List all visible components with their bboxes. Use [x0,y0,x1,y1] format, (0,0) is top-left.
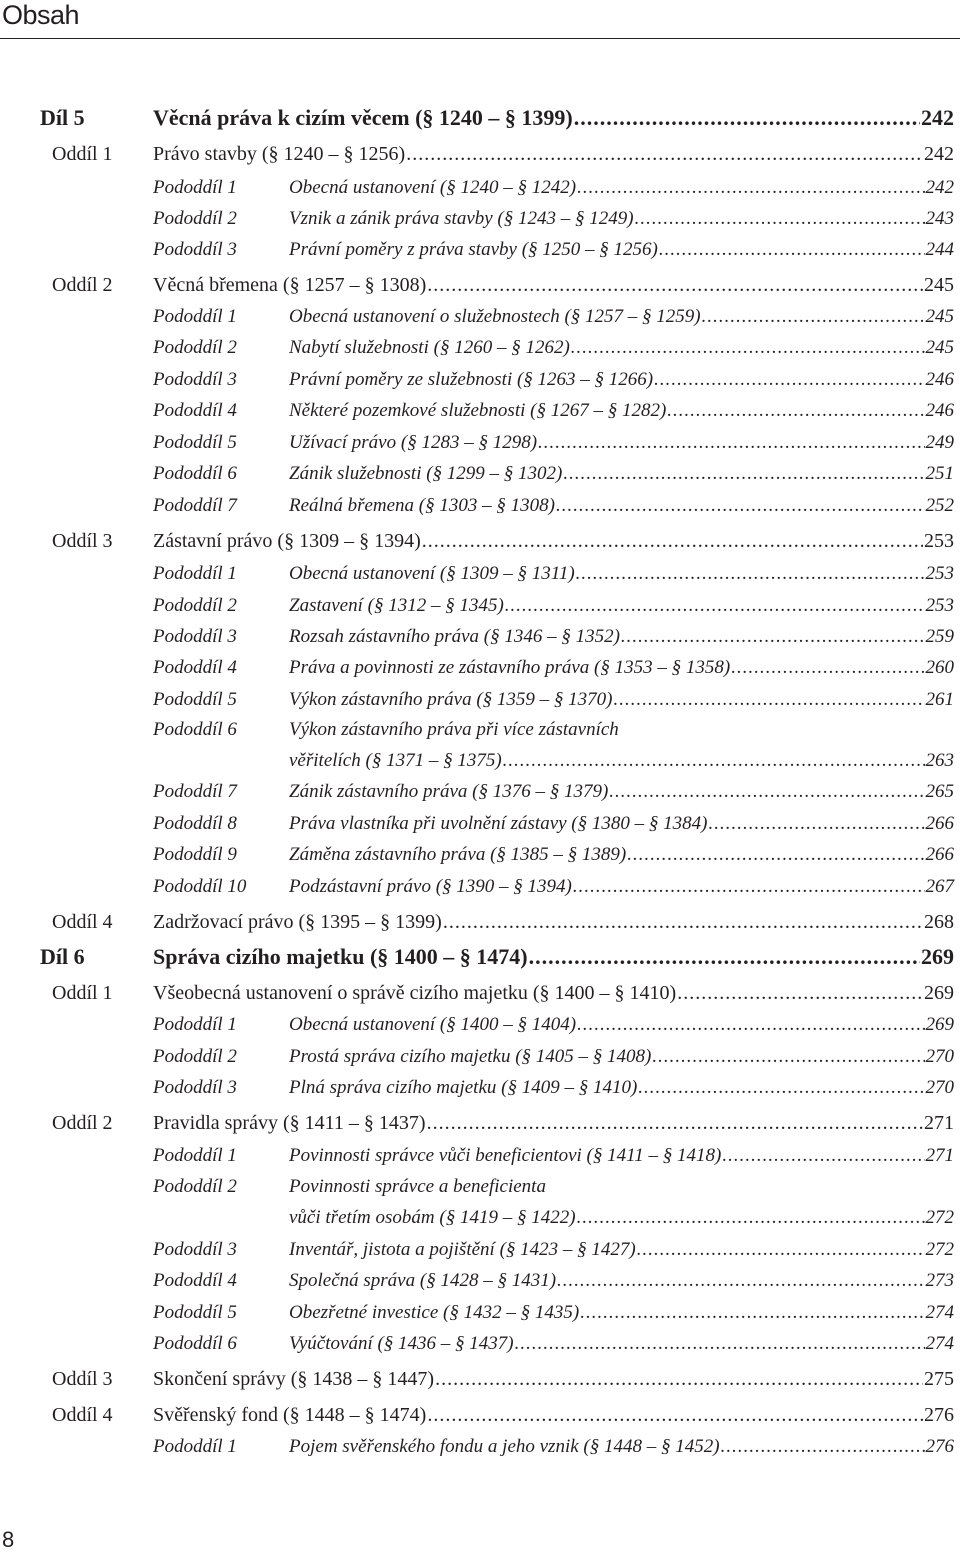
toc-entry-label: Pododdíl 2 [153,1176,237,1197]
dot-leader [443,907,923,938]
toc-entry-pod[interactable] [0,1009,960,1040]
toc-entry-pod[interactable] [0,364,960,395]
toc-entry-title: Reálná břemena (§ 1303 – § 1308) [289,495,555,516]
toc-entry-label: Pododdíl 4 [153,657,237,678]
toc-entry-pod[interactable] [0,1140,960,1171]
toc-entry-page: 271 [924,1112,954,1134]
toc-entry-title: Nabytí služebnosti (§ 1260 – § 1262) [289,337,570,358]
toc-entry-odd[interactable] [0,907,960,938]
page-number: 8 [2,1527,15,1552]
toc-entry-title-row [289,1328,954,1359]
toc-entry-title-row [289,684,954,715]
toc-entry-page: 270 [925,1046,954,1067]
toc-entry-title-row [289,172,954,203]
toc-entry-title: Obecná ustanovení (§ 1240 – § 1242) [289,177,577,198]
toc-entry-page: 263 [925,750,954,771]
toc-entry-pod[interactable] [0,234,960,265]
toc-entry-odd[interactable] [0,1364,960,1395]
toc-entry-page: 244 [925,239,954,260]
toc-entry-title: Právo stavby (§ 1240 – § 1256) [153,143,406,165]
toc-entry-label: Pododdíl 5 [153,432,237,453]
dot-leader [571,332,925,363]
toc-entry-page: 246 [925,369,954,390]
dot-leader [422,526,923,557]
dot-leader [652,1041,924,1072]
toc-entry-title-row [289,839,954,870]
toc-entry-title-row [289,1009,954,1040]
toc-entry-title-row [289,301,954,332]
toc-entry-label: Oddíl 1 [52,143,113,165]
toc-entry-title-row [289,621,954,652]
toc-entry-label: Pododdíl 1 [153,1014,237,1035]
toc-entry-page: 275 [924,1368,954,1390]
toc-entry-pod[interactable] [0,332,960,363]
toc-entry-title-row [153,1108,954,1139]
dot-leader [635,203,925,234]
toc-entry-title: Obecná ustanovení (§ 1400 – § 1404) [289,1014,577,1035]
toc-entry-page: 245 [925,306,954,327]
toc-entry-page: 270 [925,1077,954,1098]
toc-entry-title-row [153,526,954,557]
toc-entry-title-row [153,102,954,133]
toc-entry-title-row [289,652,954,683]
toc-entry-label: Oddíl 2 [52,1112,113,1134]
dot-leader [708,808,924,839]
toc-entry-page: 274 [925,1302,954,1323]
toc-entry-page: 276 [925,1436,954,1457]
dot-leader [721,1431,925,1462]
toc-entry-title: Prostá správa cizího majetku (§ 1405 – § 1408) [289,1046,652,1067]
toc-entry-pod[interactable] [0,652,960,683]
toc-entry-label: Pododdíl 3 [153,369,237,390]
dot-leader [406,139,923,170]
toc-entry-pod[interactable] [0,427,960,458]
toc-entry-title: věřitelích (§ 1371 – § 1375) [289,750,502,771]
toc-entry-label: Pododdíl 4 [153,400,237,421]
toc-entry-pod[interactable] [0,1171,960,1233]
toc-entry-odd[interactable] [0,978,960,1009]
toc-entry-title: Zadržovací právo (§ 1395 – § 1399) [153,911,442,933]
toc-entry-title: Plná správa cizího majetku (§ 1409 – § 1410) [289,1077,638,1098]
toc-entry-title-row [289,364,954,395]
toc-entry-page: 253 [925,563,954,584]
toc-entry-title: Vyúčtování (§ 1436 – § 1437) [289,1333,514,1354]
toc-entry-page: 273 [925,1270,954,1291]
toc-entry-title-row [289,871,954,902]
toc-entry-title-row [289,203,954,234]
toc-entry-title-line1: Povinnosti správce a beneficienta [289,1176,546,1197]
toc-entry-page: 242 [924,143,954,165]
toc-entry-title-row [153,139,954,170]
toc-entry-pod[interactable] [0,1265,960,1296]
toc-entry-label: Díl 5 [40,105,85,130]
toc-entry-odd[interactable] [0,526,960,557]
toc-entry-dil[interactable] [0,941,960,972]
toc-entry-title: Užívací právo (§ 1283 – § 1298) [289,432,538,453]
toc-entry-title: Věcná práva k cizím věcem (§ 1240 – § 1399) [153,105,573,130]
toc-entry-title-row [289,558,954,589]
toc-entry-title: Všeobecná ustanovení o správě cizího majetku (§ 1400 – § 1410) [153,982,677,1004]
toc-entry-title: Právní poměry ze služebnosti (§ 1263 – § 1266) [289,369,654,390]
dot-leader [529,941,920,972]
toc-entry-title-row [289,1140,954,1171]
toc-entry-label: Pododdíl 5 [153,689,237,710]
dot-leader [621,621,925,652]
toc-entry-pod[interactable] [0,1072,960,1103]
toc-entry-title: Správa cizího majetku (§ 1400 – § 1474) [153,944,528,969]
dot-leader [576,558,925,589]
toc-entry-pod[interactable] [0,1328,960,1359]
dot-leader [627,839,924,870]
dot-leader [580,1297,924,1328]
toc-entry-pod[interactable] [0,558,960,589]
toc-entry-title: Povinnosti správce vůči beneficientovi (§ 1411 – § 1418) [289,1145,722,1166]
toc-entry-title: Svěřenský fond (§ 1448 – § 1474) [153,1404,427,1426]
toc-entry-label: Oddíl 3 [52,530,113,552]
toc-entry-title-row [289,490,954,521]
toc-entry-title-row [289,1431,954,1462]
toc-entry-page: 249 [925,432,954,453]
dot-leader [503,745,925,776]
dot-leader [577,172,924,203]
toc-entry-label: Oddíl 4 [52,911,113,933]
dot-leader [722,1140,924,1171]
toc-entry-pod[interactable] [0,1041,960,1072]
dot-leader [638,1072,924,1103]
toc-entry-pod[interactable] [0,172,960,203]
toc-entry-label: Pododdíl 1 [153,1145,237,1166]
toc-entry-pod[interactable] [0,1234,960,1265]
toc-entry-title: Zánik služebnosti (§ 1299 – § 1302) [289,463,563,484]
toc-entry-label: Pododdíl 6 [153,463,237,484]
toc-entry-odd[interactable] [0,270,960,301]
dot-leader [667,395,924,426]
toc-entry-odd[interactable] [0,1108,960,1139]
toc-entry-page: 269 [921,944,954,969]
toc-entry-title-row [153,907,954,938]
toc-entry-title-row [153,978,954,1009]
toc-entry-title-row [289,1297,954,1328]
toc-entry-label: Pododdíl 10 [153,876,247,897]
toc-entry-title-row [289,427,954,458]
toc-entry-pod[interactable] [0,621,960,652]
toc-entry-page: 272 [925,1207,954,1228]
toc-entry-title-row [289,395,954,426]
toc-entry-page: 251 [925,463,954,484]
toc-entry-pod[interactable] [0,871,960,902]
toc-entry-pod[interactable] [0,1431,960,1462]
toc-entry-label: Pododdíl 1 [153,1436,237,1457]
toc-entry-label: Díl 6 [40,944,85,969]
toc-entry-title-row [289,332,954,363]
toc-entry-page: 242 [925,177,954,198]
toc-entry-title-row [153,270,954,301]
toc-entry-title-row [289,1234,954,1265]
dot-leader [731,652,924,683]
toc-entry-page: 266 [925,844,954,865]
toc-entry-page: 274 [925,1333,954,1354]
toc-entry-title: Některé pozemkové služebnosti (§ 1267 – § 1282) [289,400,667,421]
toc-entry-page: 265 [925,781,954,802]
toc-entry-page: 253 [925,595,954,616]
toc-entry-label: Pododdíl 3 [153,626,237,647]
toc-entry-pod[interactable] [0,458,960,489]
dot-leader [637,1234,925,1265]
toc-entry-dil[interactable] [0,102,960,133]
dot-leader [435,1364,923,1395]
toc-entry-label: Oddíl 1 [52,982,113,1004]
toc-entry-label: Pododdíl 1 [153,306,237,327]
dot-leader [573,871,925,902]
toc-entry-title: Zánik zástavního práva (§ 1376 – § 1379) [289,781,609,802]
page-title: Obsah [2,0,80,30]
toc-entry-pod[interactable] [0,839,960,870]
toc-entry-pod[interactable] [0,203,960,234]
toc-entry-title-line1: Výkon zástavního práva při více zástavních [289,719,619,740]
toc-entry-title: Záměna zástavního práva (§ 1385 – § 1389) [289,844,627,865]
toc-entry-title: Obezřetné investice (§ 1432 – § 1435) [289,1302,580,1323]
dot-leader [505,590,925,621]
toc-entry-label: Pododdíl 6 [153,1333,237,1354]
toc-entry-pod[interactable] [0,490,960,521]
toc-entry-label: Pododdíl 3 [153,1239,237,1260]
dot-leader [427,270,923,301]
toc-entry-label: Oddíl 3 [52,1368,113,1390]
toc-entry-page: 269 [925,1014,954,1035]
toc-entry-page: 243 [925,208,954,229]
toc-entry-page: 268 [924,911,954,933]
toc-entry-title: Věcná břemena (§ 1257 – § 1308) [153,274,427,296]
toc-entry-label: Pododdíl 6 [153,719,237,740]
toc-entry-title-row [289,458,954,489]
toc-entry-title-row [289,590,954,621]
toc-entry-label: Pododdíl 2 [153,595,237,616]
toc-entry-title: Společná správa (§ 1428 – § 1431) [289,1270,557,1291]
dot-leader [538,427,924,458]
toc-entry-page: 245 [924,274,954,296]
toc-entry-label: Pododdíl 3 [153,239,237,260]
toc-entry-title: Zástavní právo (§ 1309 – § 1394) [153,530,421,552]
toc-entry-title: Skončení správy (§ 1438 – § 1447) [153,1368,435,1390]
dot-leader [577,1202,925,1233]
toc-entry-title: Podzástavní právo (§ 1390 – § 1394) [289,876,572,897]
dot-leader [659,234,925,265]
toc-entry-page: 272 [925,1239,954,1260]
toc-entry-title: Inventář, jistota a pojištění (§ 1423 – § 1427) [289,1239,636,1260]
toc-entry-title: Obecná ustanovení (§ 1309 – § 1311) [289,563,575,584]
toc-entry-title: Právní poměry z práva stavby (§ 1250 – § 1256) [289,239,658,260]
toc-entry-title: Vznik a zánik práva stavby (§ 1243 – § 1249) [289,208,634,229]
toc-entry-page: 246 [925,400,954,421]
dot-leader [556,490,925,521]
dot-leader [515,1328,925,1359]
toc-entry-pod[interactable] [0,684,960,715]
toc-entry-label: Oddíl 4 [52,1404,113,1426]
toc-entry-title-row [153,1400,954,1431]
toc-entry-page: 252 [925,495,954,516]
toc-entry-pod[interactable] [0,301,960,332]
toc-entry-pod[interactable] [0,1297,960,1328]
toc-entry-label: Pododdíl 5 [153,1302,237,1323]
toc-entry-label: Pododdíl 2 [153,1046,237,1067]
toc-entry-label: Pododdíl 2 [153,337,237,358]
toc-entry-pod[interactable] [0,776,960,807]
toc-entry-title: Pojem svěřenského fondu a jeho vznik (§ 1448 – § 1452) [289,1436,720,1457]
toc-entry-page: 245 [925,337,954,358]
toc-entry-odd[interactable] [0,1400,960,1431]
dot-leader [613,684,924,715]
toc-entry-title: Obecná ustanovení o služebnostech (§ 1257 – § 1259) [289,306,701,327]
toc-entry-page: 253 [924,530,954,552]
toc-entry-title-row [153,1364,954,1395]
dot-leader [677,978,923,1009]
toc-entry-title-row [289,1072,954,1103]
dot-leader [609,776,924,807]
toc-entry-title-row [289,1041,954,1072]
toc-entry-label: Pododdíl 7 [153,495,237,516]
toc-entry-page: 266 [925,813,954,834]
toc-entry-title-row [289,776,954,807]
toc-entry-page: 271 [925,1145,954,1166]
toc-entry-title-row [289,808,954,839]
toc-entry-pod[interactable] [0,808,960,839]
toc-entry-page: 261 [925,689,954,710]
toc-entry-pod[interactable] [0,714,960,776]
toc-entry-label: Pododdíl 8 [153,813,237,834]
toc-entry-label: Pododdíl 4 [153,1270,237,1291]
toc-entry-page: 260 [925,657,954,678]
toc-entry-label: Pododdíl 1 [153,177,237,198]
toc-entry-pod[interactable] [0,395,960,426]
toc-entry-page: 276 [924,1404,954,1426]
toc-entry-title-row [289,745,954,776]
dot-leader [427,1108,923,1139]
toc-entry-label: Pododdíl 1 [153,563,237,584]
toc-entry-label: Oddíl 2 [52,274,113,296]
toc-entry-title: Pravidla správy (§ 1411 – § 1437) [153,1112,426,1134]
dot-leader [577,1009,924,1040]
toc-entry-label: Pododdíl 9 [153,844,237,865]
toc-entry-title: Rozsah zástavního práva (§ 1346 – § 1352) [289,626,620,647]
toc-entry-label: Pododdíl 7 [153,781,237,802]
dot-leader [574,102,920,133]
toc-entry-title-row [153,941,954,972]
dot-leader [654,364,924,395]
toc-entry-title-row [289,1265,954,1296]
toc-entry-title-row [289,234,954,265]
toc-entry-page: 259 [925,626,954,647]
dot-leader [427,1400,923,1431]
toc-entry-odd[interactable] [0,139,960,170]
toc-entry-title: vůči třetím osobám (§ 1419 – § 1422) [289,1207,576,1228]
toc-entry-title: Zastavení (§ 1312 – § 1345) [289,595,504,616]
toc-entry-title: Práva vlastníka při uvolnění zástavy (§ 1380 – § 1384) [289,813,708,834]
toc-entry-page: 242 [921,105,954,130]
dot-leader [563,458,924,489]
dot-leader [557,1265,924,1296]
toc-entry-title-row [289,1202,954,1233]
toc-entry-pod[interactable] [0,590,960,621]
toc-entry-page: 269 [924,982,954,1004]
toc-entry-title: Výkon zástavního práva (§ 1359 – § 1370) [289,689,613,710]
toc-entry-title: Práva a povinnosti ze zástavního práva (§ 1353 – § 1358) [289,657,731,678]
dot-leader [702,301,925,332]
toc-entry-label: Pododdíl 3 [153,1077,237,1098]
toc-entry-label: Pododdíl 2 [153,208,237,229]
toc-entry-page: 267 [925,876,954,897]
